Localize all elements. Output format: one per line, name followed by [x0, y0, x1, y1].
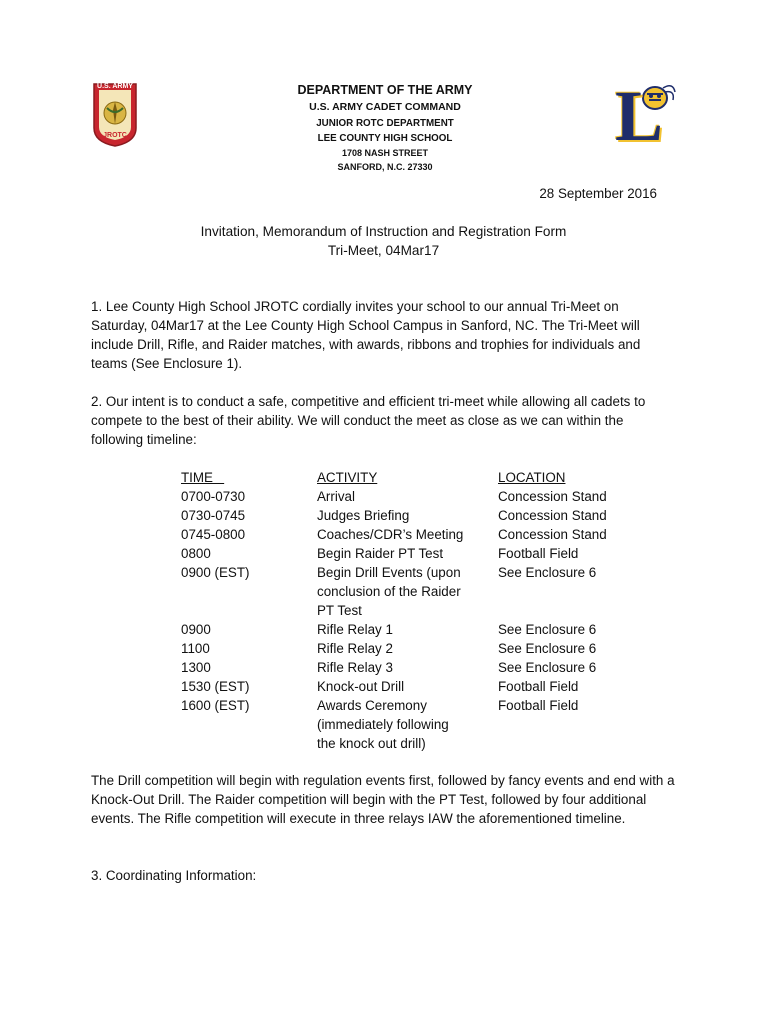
paragraph-2: 2. Our intent is to conduct a safe, competitive and efficient tri-meet while allowing all cadets to compete to the best of their ability. We will conduct the meet as close as we can within the following timeline:: [91, 394, 646, 447]
timeline-location-cell: See Enclosure 6: [498, 641, 597, 656]
timeline-activity-cell: the knock out drill): [317, 736, 426, 751]
timeline-location-cell: [498, 601, 678, 620]
timeline-activity-cell: Rifle Relay 1: [317, 622, 393, 637]
timeline-location-cell: [498, 715, 678, 734]
letterhead-school: LEE COUNTY HIGH SCHOOL: [317, 133, 453, 144]
paragraph-4: 3. Coordinating Information:: [91, 868, 257, 883]
timeline-header-time: TIME: [181, 470, 225, 485]
timeline-location-cell: Football Field: [498, 679, 579, 694]
subject-line-2: Tri-Meet, 04Mar17: [327, 243, 440, 258]
timeline-location-column: [498, 468, 678, 753]
jrotc-logo: [90, 80, 140, 148]
timeline-activity-cell: Begin Drill Events (upon: [317, 565, 461, 580]
letterhead-street: 1708 NASH STREET: [341, 148, 429, 158]
timeline-time-cell: [181, 582, 311, 601]
timeline-time-column: [181, 468, 311, 753]
timeline-activity-cell: (immediately following: [317, 717, 449, 732]
timeline-time-cell: [181, 601, 311, 620]
timeline-activity-cell: Arrival: [317, 489, 355, 504]
timeline-time-cell: 1530 (EST): [181, 679, 250, 694]
timeline-location-cell: Concession Stand: [498, 508, 607, 523]
timeline-time-cell: 0730-0745: [181, 508, 246, 523]
timeline-location-cell: [498, 734, 678, 753]
timeline-location-cell: See Enclosure 6: [498, 622, 597, 637]
letterhead-title: DEPARTMENT OF THE ARMY: [297, 83, 473, 97]
timeline-location-cell: Concession Stand: [498, 527, 607, 542]
timeline-time-cell: 1600 (EST): [181, 698, 250, 713]
lee-county-logo: [613, 76, 679, 156]
timeline-time-cell: 0700-0730: [181, 489, 246, 504]
timeline-activity-cell: Rifle Relay 3: [317, 660, 393, 675]
timeline-activity-cell: PT Test: [317, 603, 362, 618]
timeline-activity-cell: conclusion of the Raider: [317, 584, 461, 599]
timeline-header-location: LOCATION: [498, 470, 566, 485]
timeline-location-cell: Concession Stand: [498, 489, 607, 504]
timeline-location-cell: See Enclosure 6: [498, 565, 597, 580]
timeline-time-cell: 1300: [181, 660, 211, 675]
timeline-header-activity: ACTIVITY: [317, 470, 378, 485]
timeline-location-cell: [498, 582, 678, 601]
subject-line-1: Invitation, Memorandum of Instruction and Registration Form: [200, 224, 567, 239]
timeline-time-cell: [181, 715, 311, 734]
timeline-time-cell: 0900: [181, 622, 211, 637]
letterhead-department: JUNIOR ROTC DEPARTMENT: [316, 118, 454, 129]
timeline-activity-column: [317, 468, 492, 753]
timeline-time-cell: 1100: [181, 641, 210, 656]
letterhead-city: SANFORD, N.C. 27330: [337, 162, 433, 172]
timeline-location-cell: Football Field: [498, 698, 579, 713]
letterhead-command: U.S. ARMY CADET COMMAND: [309, 101, 461, 113]
paragraph-1: 1. Lee County High School JROTC cordially invites your school to our annual Tri-Meet on Saturday, 04Mar17 at the Lee County High School Campus in Sanford, NC. The Tri-Meet will include Drill, Rifle, and Raider matches, with awards, ribbons and trophies for individuals and teams (See Enclosure 1).: [91, 299, 641, 371]
timeline-time-cell: 0900 (EST): [181, 565, 250, 580]
timeline-location-cell: See Enclosure 6: [498, 660, 597, 675]
memo-date: 28 September 2016: [539, 186, 657, 201]
timeline-activity-cell: Judges Briefing: [317, 508, 410, 523]
timeline-time-cell: 0800: [181, 546, 211, 561]
lee-logo-letter: L: [615, 76, 664, 156]
timeline-location-cell: Football Field: [498, 546, 579, 561]
timeline-time-cell: [181, 734, 311, 753]
timeline-activity-cell: Begin Raider PT Test: [317, 546, 444, 561]
paragraph-3: The Drill competition will begin with regulation events first, followed by fancy events and end with a Knock-Out Drill. The Raider competition will begin with the PT Test, followed by four additional events. The Rifle competition will execute in three relays IAW the aforementioned timeline.: [91, 773, 675, 826]
jrotc-logo-bottom-text: JROTC: [103, 132, 127, 139]
timeline-time-cell: 0745-0800: [181, 527, 246, 542]
timeline-activity-cell: Awards Ceremony: [317, 698, 427, 713]
jrotc-logo-top-text: U.S. ARMY: [97, 83, 133, 90]
timeline-activity-cell: Coaches/CDR’s Meeting: [317, 527, 464, 542]
timeline-activity-cell: Knock-out Drill: [317, 679, 405, 694]
timeline-activity-cell: Rifle Relay 2: [317, 641, 393, 656]
